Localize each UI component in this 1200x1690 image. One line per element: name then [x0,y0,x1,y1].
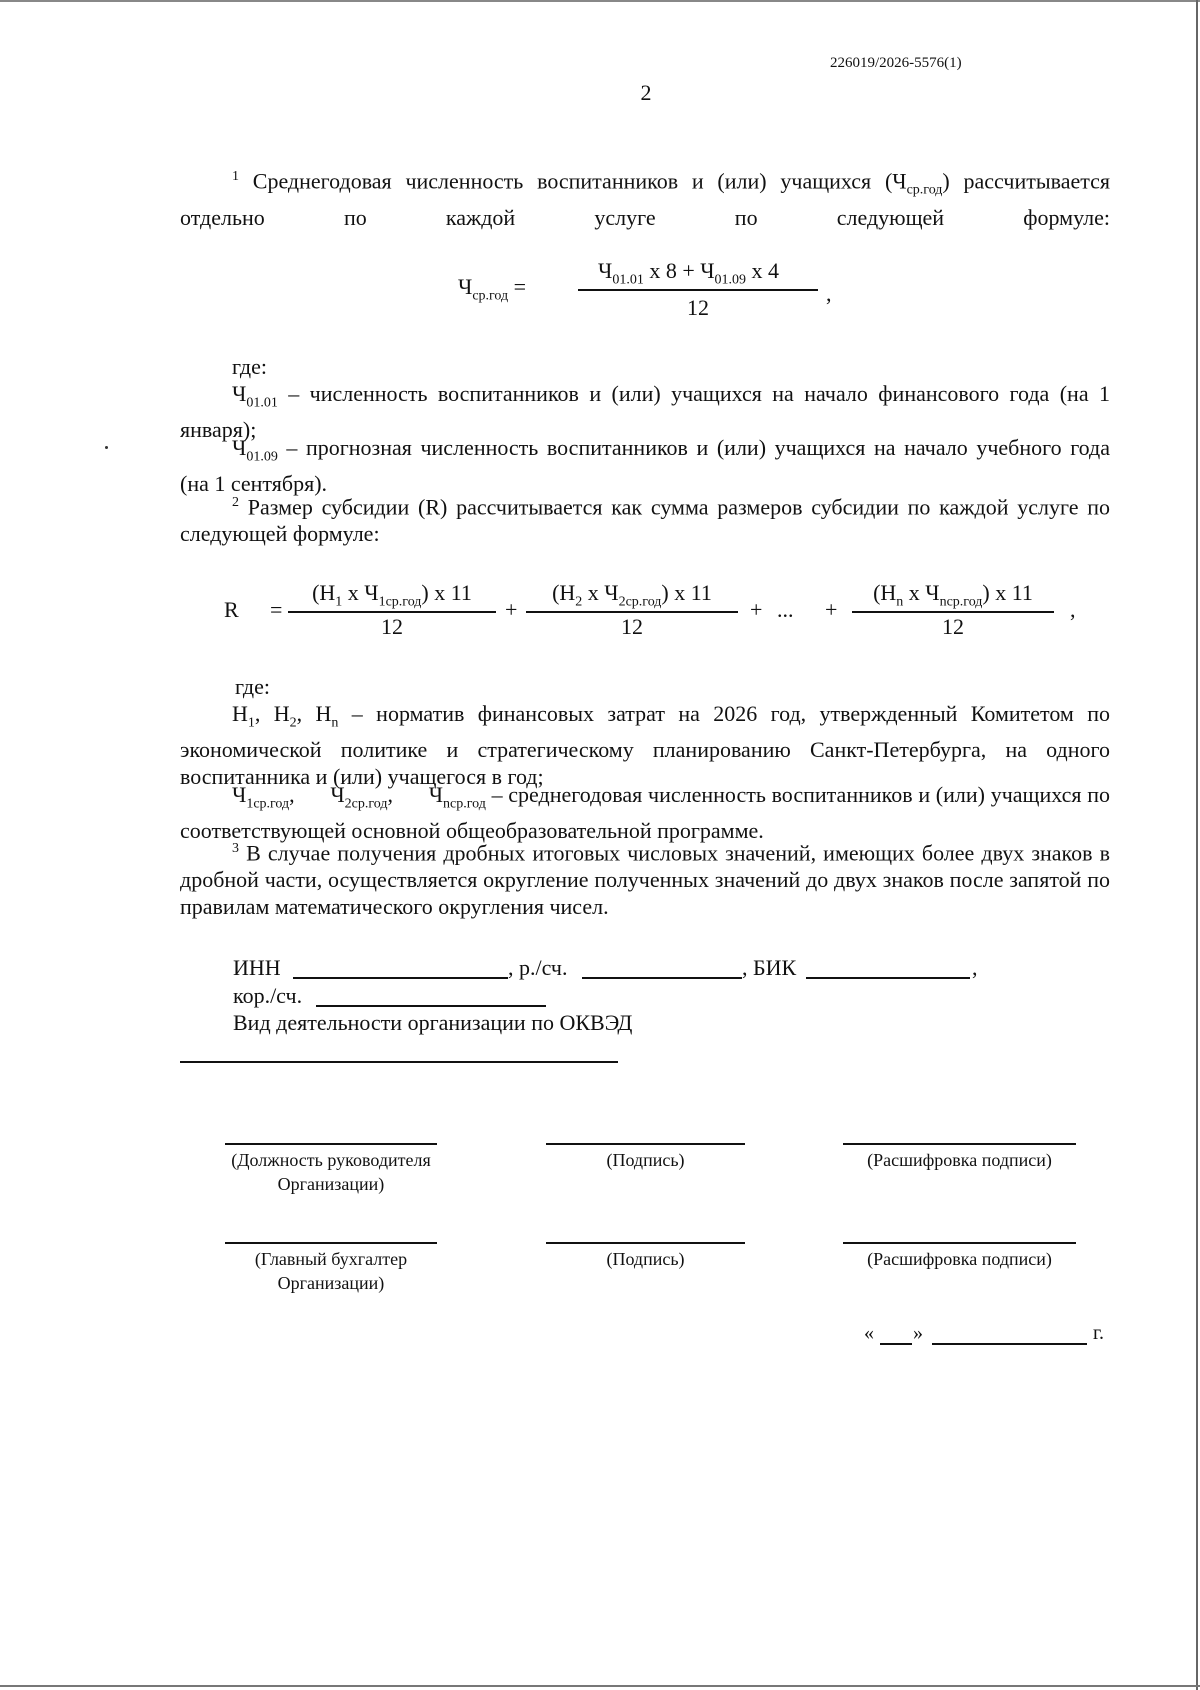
formula-2-term-2-denominator: 12 [621,614,643,639]
formula-2-comma: , [1070,597,1076,622]
ks-label: кор./сч. [233,983,303,1008]
formula-2-term-1-bar [288,611,496,613]
footnote-3-marker: 3 [232,841,239,856]
formula-1-comma: , [826,281,832,306]
scan-border-bottom [0,1685,1200,1687]
inn-label: ИНН [233,955,281,980]
inn-field-line[interactable] [293,977,508,979]
formula-2-term-1-numerator: ($Н_1$ x $Ч_{1ср.год}$) x 11 [312,580,472,610]
caption-sign-2: (Подпись) [606,1249,685,1269]
decode-line-1[interactable] [843,1143,1076,1145]
formula-2-plus-3: + [825,597,838,622]
date-close-quote: » [913,1322,923,1344]
scan-border-top [0,0,1200,2]
formula-2-term-n-numerator: ($Н_n$ x $Ч_{nср.год}$) x 11 [873,580,1033,610]
formula-1-numerator: $Ч_{01.01}$ x $8 + Ч_{01.09}$ x 4 [598,258,780,288]
formula-1-denominator: 12 [687,295,709,320]
date-open-quote: « [864,1322,874,1344]
date-month-line[interactable] [932,1343,1087,1345]
where-1-def-1: $Ч_{01.01}$ – численность воспитанников и (или) учащихся на начало финансового года (на 1 января); [180,381,1110,443]
where-2-def-norm: $Н_1$, $Н_2$, $Н_n$ – норматив финансовых затрат на 2026 год, утвержденный Комитетом по экономической политике и стратегическому планированию Санкт-Петербурга, на одного воспитанника и (или) учащегося в год; [180,701,1110,790]
page-number: 2 [640,80,652,105]
caption-decode-1: (Расшифровка подписи) [867,1150,1052,1170]
footnote-2-marker: 2 [232,495,239,510]
scan-border-right [1196,0,1198,1690]
position-signature-line-1[interactable] [225,1143,437,1145]
bik-comma: , [972,955,978,980]
okved-label: Вид деятельности организации по ОКВЭД [233,1010,633,1035]
formula-1-fraction-bar [578,289,818,291]
where-2-label: где: [235,674,270,699]
formula-2-lhs: R [224,597,239,622]
formula-2-term-2-bar [526,611,738,613]
where-2-def-count: $Ч_{1ср.год}$, $Ч_{2ср.год}$, $Ч_{nср.год}$ – среднегодовая численность воспитанников и (или) учащихся по соответствующей основной общеобразовательной программе. [180,782,1110,844]
rs-field-line[interactable] [582,977,742,979]
formula-2-term-n-denominator: 12 [942,614,964,639]
okved-field-line[interactable] [180,1061,618,1063]
formula-2-term-2-numerator: ($Н_2$ x $Ч_{2ср.год}$) x 11 [552,580,712,610]
formula-1-lhs: $Ч_{ср.год}$ = [458,274,527,304]
bik-field-line[interactable] [806,977,970,979]
caption-sign-1: (Подпись) [606,1150,685,1170]
formula-2-equals: = [270,597,283,622]
formula-2-term-1-denominator: 12 [381,614,403,639]
formula-2-term-n-bar [852,611,1054,613]
date-year-suffix: г. [1093,1322,1104,1344]
position-signature-line-2[interactable] [225,1242,437,1244]
formula-2-plus-2: + [750,597,763,622]
footnote-3-paragraph: $^3$ В случае получения дробных итоговых числовых значений, имеющих более двух знаков в дробной части, осуществляется округление полученных значений до двух знаков после запятой по правилам математического округления чисел. [180,840,1110,920]
rs-label: , р./сч. [508,955,568,980]
formula-2-plus-1: + [505,597,518,622]
footnote-2-paragraph: $^2$ Размер субсидии (R) рассчитывается как сумма размеров субсидии по каждой услуге по следующей формуле: [180,494,1110,547]
footnote-1-marker: 1 [232,169,239,184]
caption-position-2: (Главный бухгалтер Организации) [254,1249,408,1293]
decode-line-2[interactable] [843,1242,1076,1244]
bik-label: , БИК [742,955,797,980]
ks-field-line[interactable] [316,1005,546,1007]
where-1-label: где: [232,354,267,379]
sign-line-1[interactable] [546,1143,745,1145]
date-day-line[interactable] [880,1343,912,1345]
caption-position-1: (Должность руководителя Организации) [231,1150,431,1194]
sign-line-2[interactable] [546,1242,745,1244]
caption-decode-2: (Расшифровка подписи) [867,1249,1052,1269]
where-1-def-2: $Ч_{01.09}$ – прогнозная численность воспитанников и (или) учащихся на начало учебного года (на 1 сентября). [180,435,1110,497]
footnote-1-paragraph: $^1$ Среднегодовая численность воспитанников и (или) учащихся $(Ч_{ср.год})$ рассчитывается отдельно по каждой услуге по следующей формуле: [180,168,1111,230]
document-number: 226019/2026-5576(1) [830,55,962,71]
scan-speck [105,446,108,449]
formula-2-ellipsis: ... [777,597,794,622]
